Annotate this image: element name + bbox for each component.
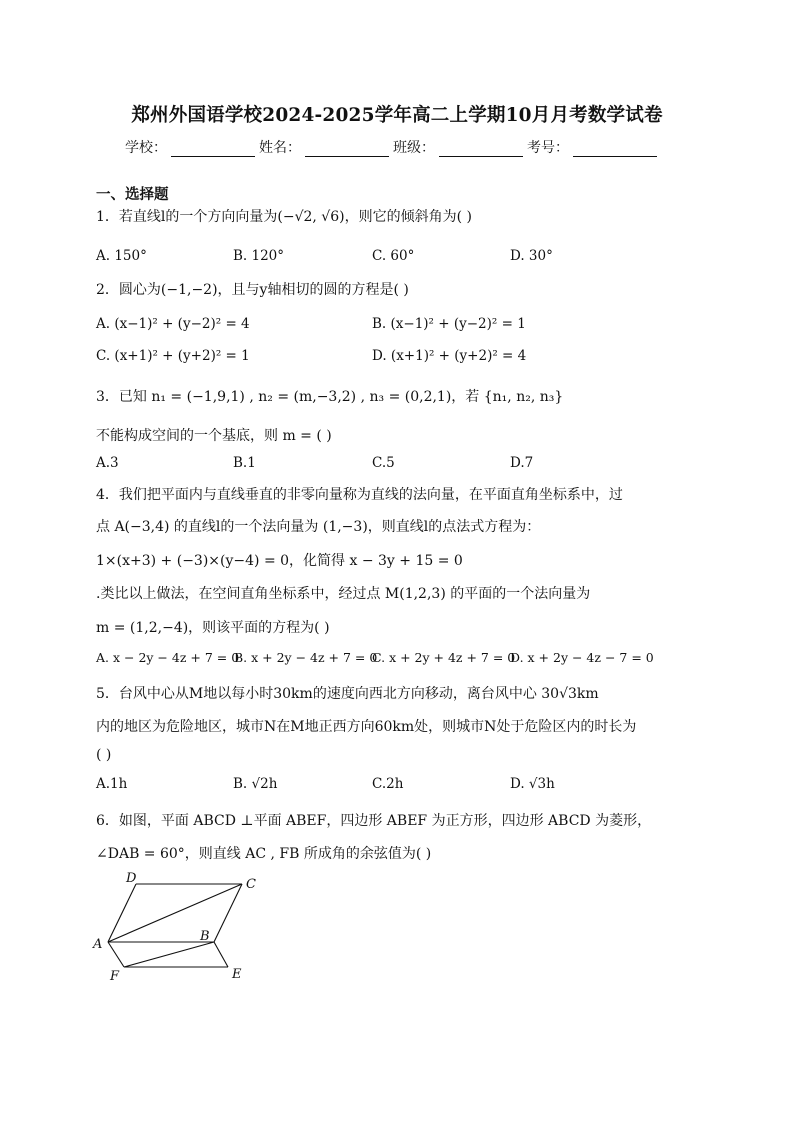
question-3-option-c[interactable]: C.5 xyxy=(372,455,395,471)
question-3-option-d[interactable]: D.7 xyxy=(510,455,534,471)
question-3-option-a[interactable]: A.3 xyxy=(96,455,119,471)
question-5-option-d[interactable]: D. √3h xyxy=(510,776,555,792)
question-4-option-a[interactable]: A. x − 2y − 4z + 7 = 0 xyxy=(96,650,240,665)
number-blank[interactable] xyxy=(573,140,657,157)
question-2-line: 2．圆心为(−1,−2)，且与y轴相切的圆的方程是( ) xyxy=(96,282,409,298)
label-d: D xyxy=(126,871,137,886)
section-title: 一、选择题 xyxy=(96,186,169,203)
label-b: B xyxy=(200,929,210,944)
question-1-option-a[interactable]: A. 150° xyxy=(96,248,147,264)
edge-ad xyxy=(108,884,136,942)
question-2-option-d[interactable]: D. (x+1)² + (y+2)² = 4 xyxy=(372,348,527,364)
label-f: F xyxy=(110,969,120,983)
page-title: 郑州外国语学校2024-2025学年高二上学期10月月考数学试卷 xyxy=(131,105,663,126)
question-4-line-3: 1×(x+3) + (−3)×(y−4) = 0，化简得 x − 3y + 15 = 0 xyxy=(96,553,463,569)
question-4-option-c[interactable]: C. x + 2y + 4z + 7 = 0 xyxy=(372,650,516,665)
question-2-option-b[interactable]: B. (x−1)² + (y−2)² = 1 xyxy=(372,316,526,332)
edge-af xyxy=(108,942,124,967)
question-3-option-b[interactable]: B.1 xyxy=(233,455,256,471)
question-5-option-a[interactable]: A.1h xyxy=(96,776,128,792)
school-blank[interactable] xyxy=(171,140,255,157)
question-4-line-5: m = (1,2,−4)，则该平面的方程为( ) xyxy=(96,620,330,636)
edge-cb xyxy=(214,884,242,942)
question-2-option-a[interactable]: A. (x−1)² + (y−2)² = 4 xyxy=(96,316,250,332)
number-label: 考号： xyxy=(527,140,569,156)
question-5-line-1: 5．台风中心从M地以每小时30km的速度向西北方向移动，离台风中心 30√3km xyxy=(96,686,599,702)
diagonal-ac xyxy=(108,884,242,942)
question-6-line-2: ∠DAB = 60°，则直线 AC , FB 所成角的余弦值为( ) xyxy=(96,846,432,862)
name-blank[interactable] xyxy=(305,140,389,157)
question-5-line-3: ( ) xyxy=(96,747,112,763)
question-1-option-d[interactable]: D. 30° xyxy=(510,248,553,264)
name-label: 姓名： xyxy=(259,140,301,156)
edge-eb xyxy=(214,942,228,967)
question-5-option-c[interactable]: C.2h xyxy=(372,776,404,792)
question-3-line-1: 3．已知 n₁ = (−1,9,1) , n₂ = (m,−3,2) , n₃ = (0,2,1)，若 {n₁, n₂, n₃} xyxy=(96,389,564,405)
question-4-line-2: 点 A(−3,4) 的直线l的一个法向量为 (1,−3)，则直线l的点法式方程为： xyxy=(96,519,541,535)
question-4-line-4: .类比以上做法，在空间直角坐标系中，经过点 M(1,2,3) 的平面的一个法向量为 xyxy=(96,586,591,602)
class-blank[interactable] xyxy=(439,140,523,157)
question-1-option-b[interactable]: B. 120° xyxy=(233,248,285,264)
question-1-option-c[interactable]: C. 60° xyxy=(372,248,415,264)
class-label: 班级： xyxy=(393,140,435,156)
question-5-option-b[interactable]: B. √2h xyxy=(233,776,278,792)
question-2-option-c[interactable]: C. (x+1)² + (y+2)² = 1 xyxy=(96,348,250,364)
label-a: A xyxy=(93,937,103,952)
question-3-line-2: 不能构成空间的一个基底，则 m = ( ) xyxy=(96,428,332,444)
question-5-line-2: 内的地区为危险地区，城市N在M地正西方向60km处，则城市N处于危险区内的时长为 xyxy=(96,719,637,735)
question-4-line-1: 4．我们把平面内与直线垂直的非零向量称为直线的法向量，在平面直角坐标系中，过 xyxy=(96,487,623,503)
school-label: 学校： xyxy=(125,140,167,156)
question-1-line: 1．若直线l的一个方向向量为(−√2, √6)，则它的倾斜角为( ) xyxy=(96,209,472,225)
label-e: E xyxy=(232,967,242,982)
question-4-option-d[interactable]: D. x + 2y − 4z − 7 = 0 xyxy=(510,650,654,665)
student-info-line xyxy=(125,137,661,157)
segment-fb xyxy=(124,942,214,967)
question-4-option-b[interactable]: B. x + 2y − 4z + 7 = 0 xyxy=(234,650,378,665)
question-6-figure xyxy=(92,868,262,983)
label-c: C xyxy=(246,877,256,892)
question-6-line-1: 6．如图，平面 ABCD ⊥平面 ABEF，四边形 ABEF 为正方形，四边形 ABCD 为菱形， xyxy=(96,813,652,829)
